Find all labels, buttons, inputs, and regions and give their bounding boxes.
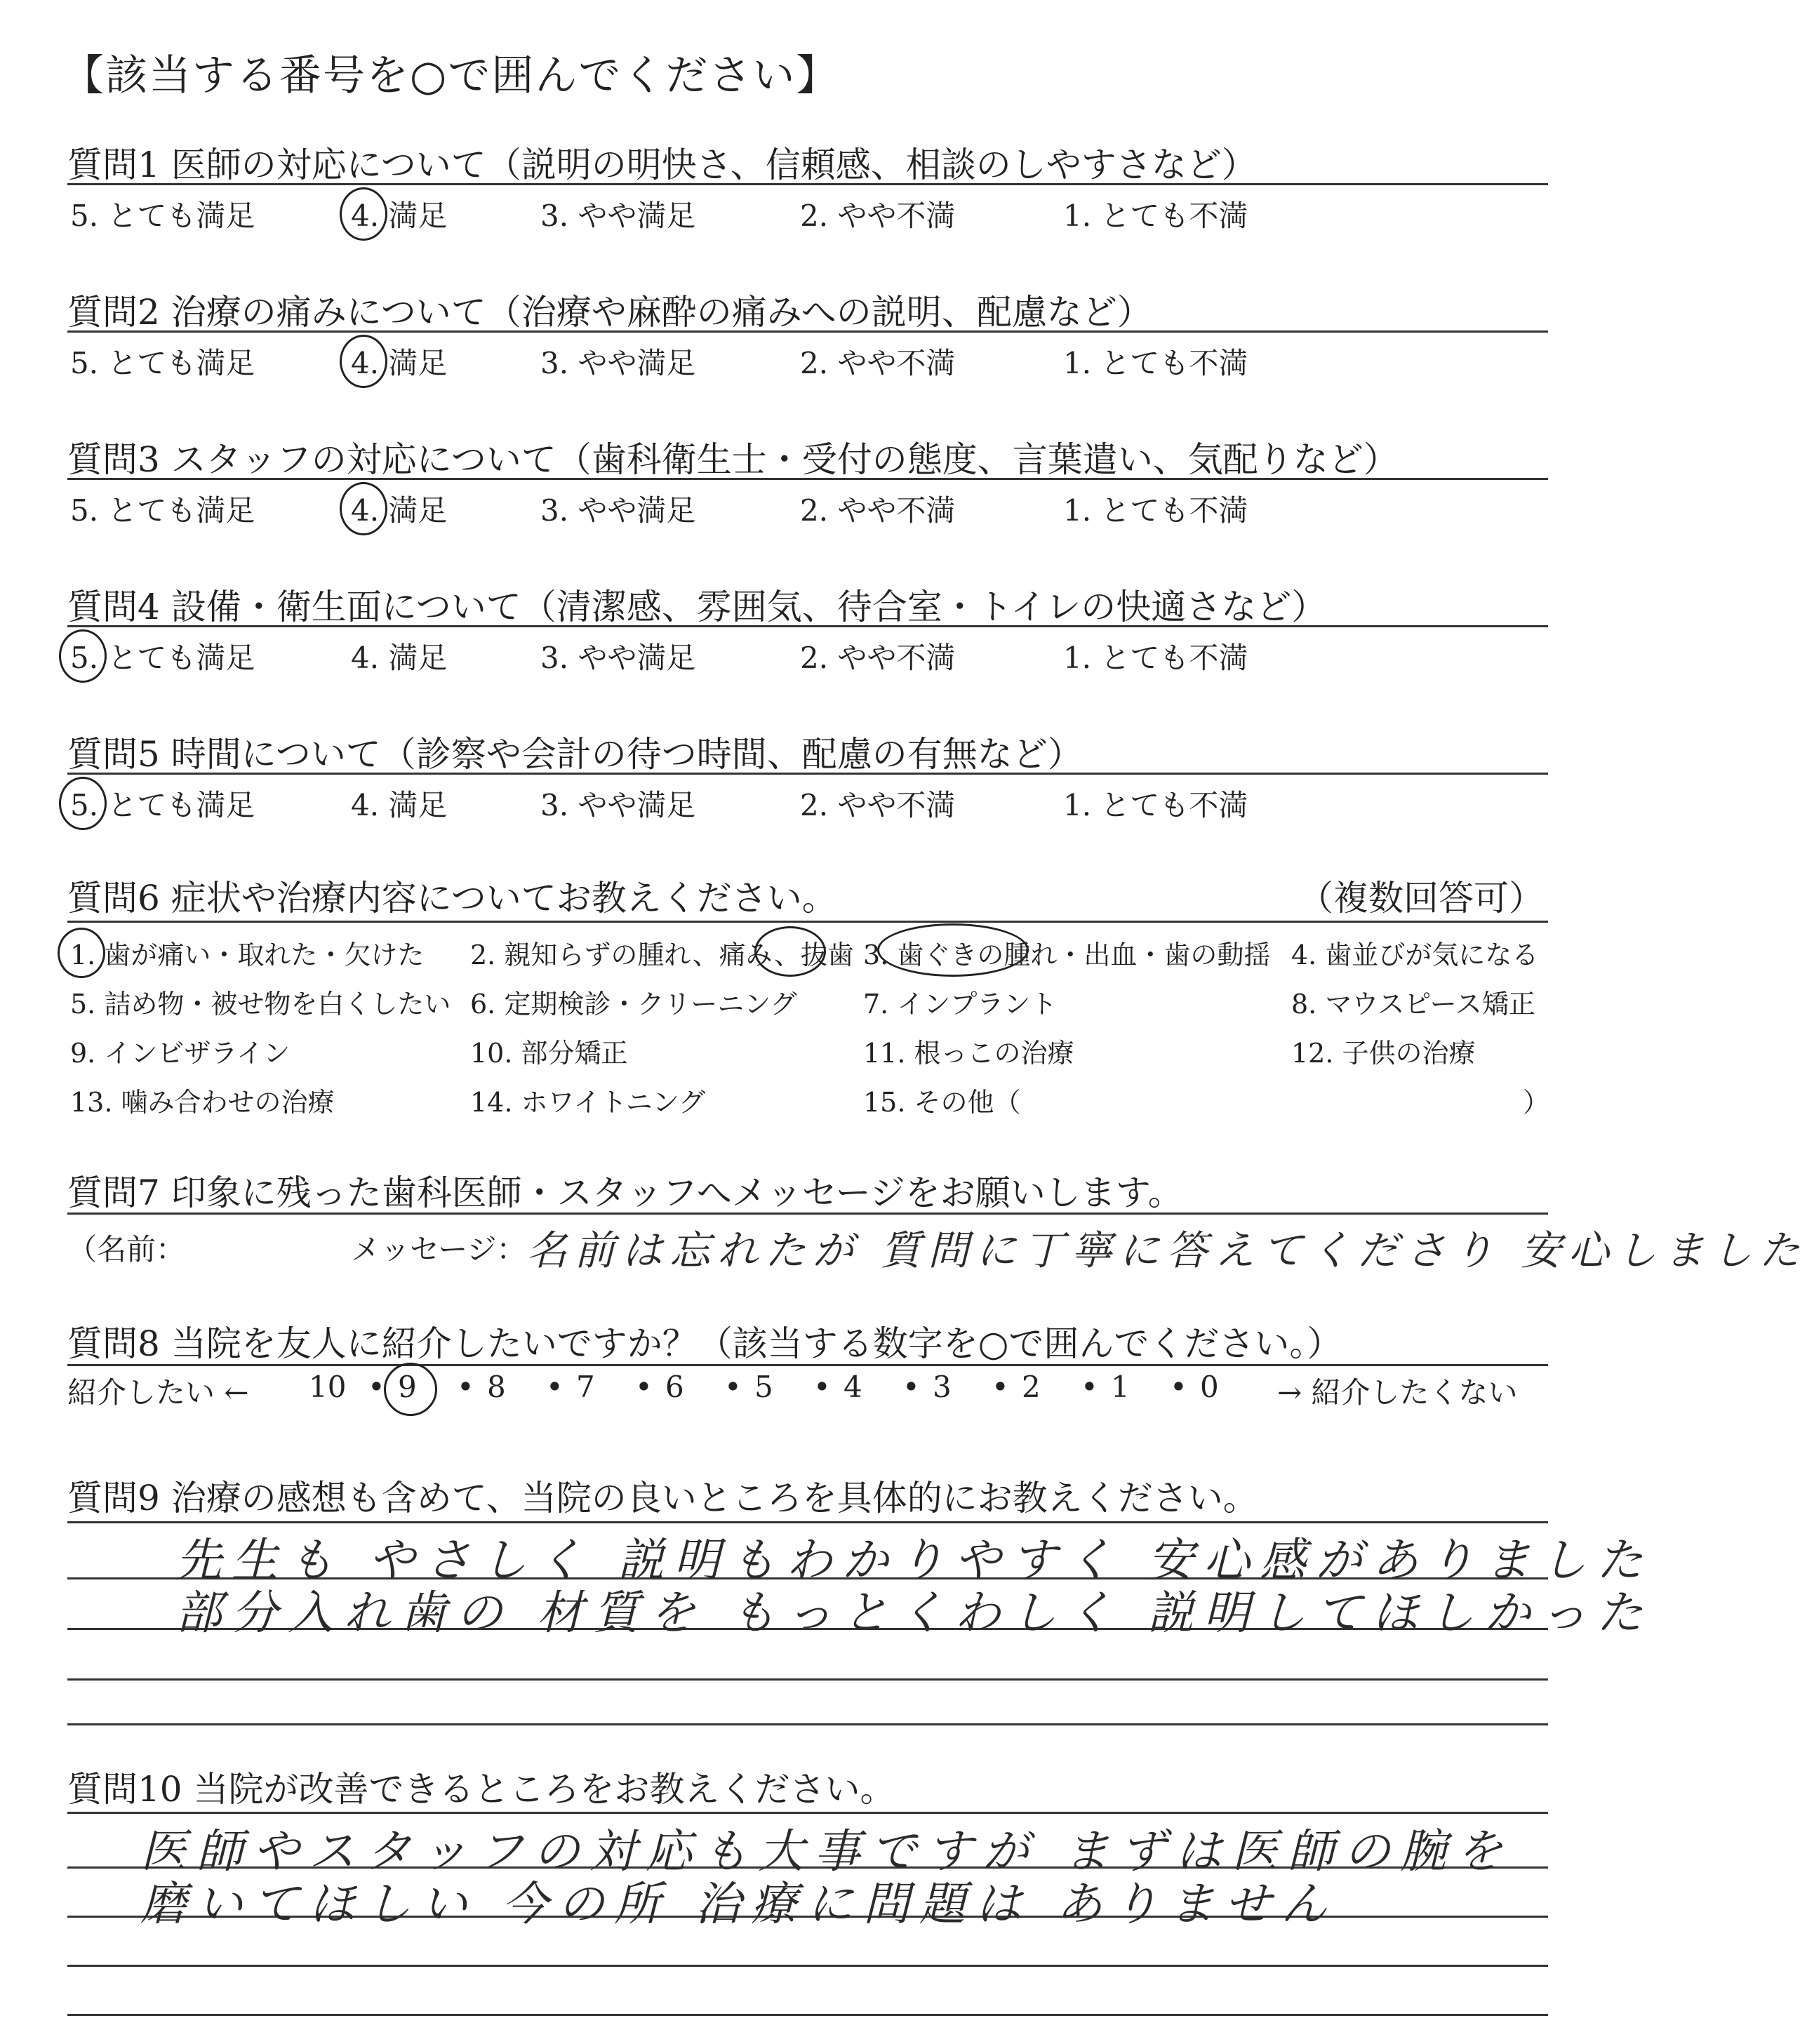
q4-option-5[interactable]: 5. とても満足 <box>70 641 255 675</box>
q10-rule-5 <box>67 2014 1548 2016</box>
q2-option-1[interactable]: 1. とても不満 <box>1063 346 1248 380</box>
q4-option-4[interactable]: 4. 満足 <box>351 641 448 675</box>
q3-label: 質問3 スタッフの対応について（歯科衛生士・受付の態度、言葉遣い、気配りなど） <box>67 439 1399 480</box>
q6-circle-1 <box>58 928 105 978</box>
q8-scale-dot: • <box>724 1370 742 1404</box>
q1-option-2[interactable]: 2. やや不満 <box>800 199 956 233</box>
q6-option-12[interactable]: 12. 子供の治療 <box>1291 1038 1476 1069</box>
q5-option-4[interactable]: 4. 満足 <box>351 788 448 822</box>
q6-circle-extraction <box>754 926 826 977</box>
q8-selection-circle <box>384 1363 437 1416</box>
q10-line-1: 医師やスタッフの対応も大事ですが まずは医師の腕を <box>140 1824 1512 1878</box>
q6-option-3[interactable]: 3. 歯ぐきの腫れ・出血・歯の動揺 <box>863 940 1271 970</box>
q8-scale-3[interactable]: 3 <box>933 1370 952 1404</box>
q3-option-4[interactable]: 4. 満足 <box>351 493 448 528</box>
q8-scale-dot: • <box>1170 1370 1187 1404</box>
q2-option-4[interactable]: 4. 満足 <box>351 346 448 380</box>
q8-scale-9[interactable]: 9 <box>398 1370 417 1404</box>
q3-option-1[interactable]: 1. とても不満 <box>1063 493 1248 528</box>
q7-name-label: （名前： <box>67 1232 186 1267</box>
q6-option-4[interactable]: 4. 歯並びが気になる <box>1291 940 1539 970</box>
q5-option-1[interactable]: 1. とても不満 <box>1063 788 1248 822</box>
q1-label: 質問1 医師の対応について（説明の明快さ、信頼感、相談のしやすさなど） <box>67 145 1257 185</box>
q5-option-3[interactable]: 3. やや満足 <box>540 788 696 822</box>
page-title: 【該当する番号を○で囲んでください】 <box>62 51 840 100</box>
q8-scale-8[interactable]: 8 <box>487 1370 506 1404</box>
q8-scale-dot: • <box>1081 1370 1098 1404</box>
q6-circle-gums <box>877 923 1029 977</box>
q2-option-3[interactable]: 3. やや満足 <box>540 346 696 380</box>
q4-selection-circle <box>59 629 107 683</box>
q10-rule-4 <box>67 1965 1548 1967</box>
q2-option-5[interactable]: 5. とても満足 <box>70 346 255 380</box>
q3-option-5[interactable]: 5. とても満足 <box>70 493 255 528</box>
q8-scale-dot: • <box>546 1370 564 1404</box>
q4-option-3[interactable]: 3. やや満足 <box>540 641 696 675</box>
q3-option-2[interactable]: 2. やや不満 <box>800 493 956 528</box>
q6-option-6[interactable]: 6. 定期検診・クリーニング <box>470 989 797 1020</box>
q4-option-2[interactable]: 2. やや不満 <box>800 641 956 675</box>
q6-option-2[interactable]: 2. 親知らずの腫れ、痛み、抜歯 <box>470 940 854 970</box>
q1-rule <box>67 183 1548 185</box>
q7-message: 名前は忘れたが 質問に丁寧に答えてくださり 安心しました <box>526 1227 1807 1274</box>
q5-rule <box>67 773 1548 775</box>
q5-label: 質問5 時間について（診察や会計の待つ時間、配慮の有無など） <box>67 734 1083 775</box>
q8-scale-4[interactable]: 4 <box>844 1370 862 1404</box>
q9-line-1: 先生も やさしく 説明もわかりやすく 安心感がありました <box>175 1533 1653 1587</box>
q1-option-1[interactable]: 1. とても不満 <box>1063 199 1248 233</box>
q8-scale-dot: • <box>368 1370 385 1404</box>
q8-rule <box>67 1364 1548 1366</box>
q8-scale-0[interactable]: 0 <box>1200 1370 1219 1404</box>
q3-rule <box>67 478 1548 480</box>
q9-label: 質問9 治療の感想も含めて、当院の良いところを具体的にお教えください。 <box>67 1478 1258 1518</box>
q5-option-5[interactable]: 5. とても満足 <box>70 788 255 822</box>
q3-option-3[interactable]: 3. やや満足 <box>540 493 696 528</box>
q6-option-11[interactable]: 11. 根っこの治療 <box>863 1038 1074 1069</box>
q6-option-15[interactable]: 15. その他（ <box>863 1087 1021 1118</box>
q7-rule <box>67 1213 1548 1215</box>
q2-selection-circle <box>340 335 387 388</box>
q8-label: 質問8 当院を友人に紹介したいですか？（該当する数字を○で囲んでください。） <box>67 1323 1342 1364</box>
q3-selection-circle <box>340 482 387 535</box>
q7-message-label: メッセージ： <box>351 1232 526 1267</box>
q9-rule-5 <box>67 1723 1548 1725</box>
q1-selection-circle <box>340 187 387 241</box>
q10-label: 質問10 当院が改善できるところをお教えください。 <box>67 1769 895 1810</box>
q8-scale-10[interactable]: 10 <box>309 1370 347 1404</box>
q6-option-9[interactable]: 9. インビザライン <box>70 1038 291 1069</box>
q4-option-1[interactable]: 1. とても不満 <box>1063 641 1248 675</box>
q6-option-8[interactable]: 8. マウスピース矯正 <box>1291 989 1535 1020</box>
q6-option-13[interactable]: 13. 噛み合わせの治療 <box>70 1087 335 1118</box>
q6-option-10[interactable]: 10. 部分矯正 <box>470 1038 628 1069</box>
q6-option-1[interactable]: 1. 歯が痛い・取れた・欠けた <box>70 940 425 970</box>
q4-label: 質問4 設備・衛生面について（清潔感、雰囲気、待合室・トイレの快適さなど） <box>67 587 1327 627</box>
q8-scale-1[interactable]: 1 <box>1111 1370 1130 1404</box>
q8-scale-dot: • <box>992 1370 1009 1404</box>
q2-option-2[interactable]: 2. やや不満 <box>800 346 956 380</box>
q6-option-14[interactable]: 14. ホワイトニング <box>470 1087 706 1118</box>
q8-right-label: → 紹介したくない <box>1277 1375 1518 1410</box>
q6-option-5[interactable]: 5. 詰め物・被せ物を白くしたい <box>70 989 451 1020</box>
q10-line-2: 磨いてほしい 今の所 治療に問題は ありません <box>140 1877 1337 1931</box>
q2-rule <box>67 330 1548 333</box>
q6-option-16[interactable]: ） <box>1523 1087 1550 1118</box>
q6-note: （複数回答可） <box>1298 878 1544 919</box>
q1-option-5[interactable]: 5. とても満足 <box>70 199 255 233</box>
q7-label: 質問7 印象に残った歯科医師・スタッフへメッセージをお願いします。 <box>67 1173 1183 1213</box>
q1-option-3[interactable]: 3. やや満足 <box>540 199 696 233</box>
q9-line-2: 部分入れ歯の 材質を もっとくわしく 説明してほしかった <box>175 1586 1653 1640</box>
q8-scale-2[interactable]: 2 <box>1022 1370 1041 1404</box>
q6-rule <box>67 921 1548 923</box>
q9-rule-4 <box>67 1678 1548 1681</box>
q4-rule <box>67 625 1548 627</box>
q8-scale-7[interactable]: 7 <box>576 1370 595 1404</box>
q8-scale-6[interactable]: 6 <box>665 1370 684 1404</box>
q5-selection-circle <box>59 777 107 830</box>
q8-scale-dot: • <box>813 1370 831 1404</box>
q2-label: 質問2 治療の痛みについて（治療や麻酔の痛みへの説明、配慮など） <box>67 292 1152 333</box>
q8-scale-5[interactable]: 5 <box>754 1370 773 1404</box>
q8-scale-dot: • <box>902 1370 920 1404</box>
q5-option-2[interactable]: 2. やや不満 <box>800 788 956 822</box>
q8-scale-dot: • <box>635 1370 653 1404</box>
q1-option-4[interactable]: 4. 満足 <box>351 199 448 233</box>
q8-left-label: 紹介したい ← <box>67 1375 249 1410</box>
q6-label: 質問6 症状や治療内容についてお教えください。 <box>67 878 837 919</box>
q6-option-7[interactable]: 7. インプラント <box>863 989 1058 1020</box>
q8-scale-dot: • <box>457 1370 474 1404</box>
